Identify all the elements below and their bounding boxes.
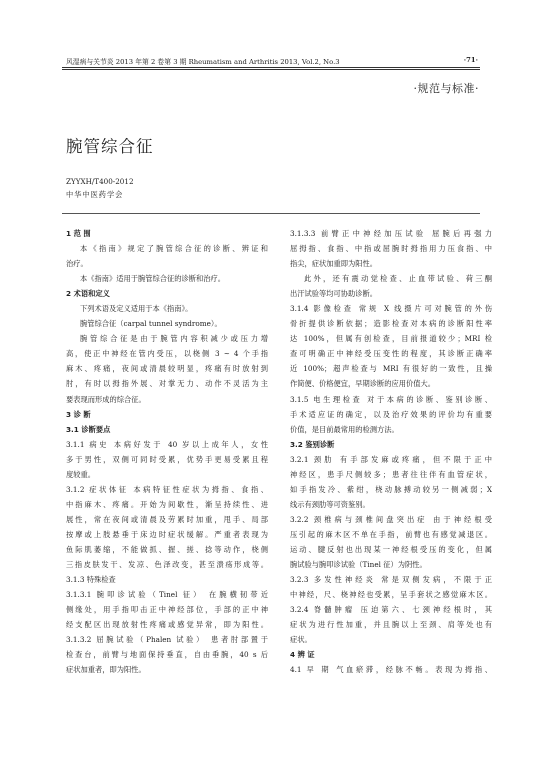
text-line: 如手指发冷、紫绀，桡动脉搏动较另一侧减弱；X bbox=[290, 484, 492, 494]
text-line: 症状加重者，即为阳性。 bbox=[66, 665, 146, 675]
text-line: 3.1.3 特殊检查 bbox=[66, 575, 116, 585]
text-line: 出汗试验等均可协助诊断。 bbox=[290, 289, 378, 299]
text-line: 骨折提供诊断依据；造影检查对本病的诊断阳性率 bbox=[290, 319, 492, 329]
text-line: 症状。 bbox=[290, 635, 312, 645]
text-line: 肘，有时以拇指外展、对掌无力、动作不灵活为主 bbox=[66, 379, 268, 389]
body-divider bbox=[62, 213, 480, 214]
text-line: 度较重。 bbox=[66, 469, 96, 479]
text-line: 检查台，前臂与地面保持垂直，自由垂腕，40 s 后 bbox=[66, 650, 268, 660]
text-line: 三指皮肤发干、发凉、色泽改变，甚至溃疡形成等。 bbox=[66, 560, 268, 570]
text-line: 症状为进行性加重，并且腕以上至颈、肩等处也有 bbox=[290, 620, 492, 630]
section-heading: 1 范 围 bbox=[66, 229, 91, 238]
text-line: 查可明确正中神经受压变性的程度，其诊断正确率 bbox=[290, 349, 492, 359]
text-line: 麻木、疼痛，夜间或清晨较明显，疼痛有时放射到 bbox=[66, 364, 268, 374]
text-line: 治疗。 bbox=[66, 259, 88, 269]
section-heading: 2 术语和定义 bbox=[66, 289, 110, 299]
text-line: 多于男性，双侧可同时受累，优势手更易受累且程 bbox=[66, 454, 268, 464]
text-line: 线示有颈肋等可资鉴别。 bbox=[290, 499, 370, 509]
journal-citation: 风湿病与关节炎 2013 年第 2 卷第 3 期 Rheumatism and Arthritis 2013, Vol.2, No.3 bbox=[66, 58, 340, 66]
text-line: 展性，常在夜间或清晨及劳累时加重，甩手、局部 bbox=[66, 514, 268, 524]
text-line: 3.1.2 症状体征 本病特征性症状为拇指、食指、 bbox=[66, 484, 268, 494]
section-heading: 3.1 诊断要点 bbox=[66, 424, 111, 434]
text-line: 此外，还有震动觉检查、止血带试验、荷三酮 bbox=[304, 274, 492, 284]
text-line: 价值，是目前最常用的检测方法。 bbox=[290, 424, 399, 434]
text-line: 3.1.3.2 屈腕试验（Phalen 试验） 患者肘部置于 bbox=[66, 635, 268, 645]
text-line: 本《指南》规定了腕管综合征的诊断、辨证和 bbox=[80, 244, 268, 254]
text-line: 运动、腱反射也出现某一神经根受压的变化，但属 bbox=[290, 544, 492, 554]
right-text-column bbox=[290, 226, 492, 677]
section-heading: 3 诊 断 bbox=[66, 409, 91, 419]
text-line: 3.1.4 影像检查 常规 X 线摄片可对腕管的外伤 bbox=[290, 304, 492, 314]
text-line: 经支配区出现放射性疼痛或感觉异常，即为阳性。 bbox=[66, 620, 268, 630]
text-line: 压引起的麻木区不单在手指，前臂也有感觉减退区。 bbox=[290, 529, 492, 539]
running-header bbox=[66, 56, 478, 66]
text-line: 侧缘处，用手指叩击正中神经部位，手部的正中神 bbox=[66, 605, 268, 615]
left-text-column bbox=[66, 226, 268, 677]
text-line: 鱼际肌萎缩，不能做抓、握、搓、捻等动作，桡侧 bbox=[66, 544, 268, 554]
header-rule bbox=[62, 67, 480, 70]
text-line: 3.2.3 多发性神经炎 常是双侧发病，不限于正 bbox=[290, 575, 492, 585]
text-line: 3.1.5 电生理检查 对于本病的诊断、鉴别诊断、 bbox=[290, 394, 492, 404]
text-line: 3.1.3.1 腕叩诊试验（Tinel 征） 在腕横韧带近 bbox=[66, 590, 268, 600]
issuing-organization: 中华中医药学会 bbox=[66, 190, 124, 199]
text-line: 下列术语及定义适用于本《指南》。 bbox=[80, 304, 193, 314]
text-line: 3.1.1 病史 本病好发于 40 岁以上成年人，女性 bbox=[66, 439, 268, 449]
article-title: 腕管综合征 bbox=[66, 137, 154, 156]
text-line: 3.1.3.3 前臂正中神经加压试验 屈腕后再强力 bbox=[290, 229, 492, 238]
text-line: 作简便、价格便宜，早期诊断的应用价值大。 bbox=[290, 379, 436, 389]
text-line: 中神经，尺、桡神经也受累，呈手套状之感觉麻木区。 bbox=[290, 590, 492, 600]
standard-code: ZYYXH/T400-2012 bbox=[66, 177, 134, 186]
text-line: 高，使正中神经在管内受压，以桡侧 3 ~ 4 个手指 bbox=[66, 349, 268, 359]
text-line: 4.1 早 期 气血瘀滞，经脉不畅。表现为拇指、 bbox=[290, 665, 492, 675]
text-line: 腕试验与腕叩诊试验（Tinel 征）为阴性。 bbox=[290, 560, 427, 570]
section-heading: 3.2 鉴别诊断 bbox=[290, 439, 335, 449]
text-line: 本《指南》适用于腕管综合征的诊断和治疗。 bbox=[80, 274, 226, 284]
text-line: 近 100%；超声检查与 MRI 有很好的一致性，且操 bbox=[290, 364, 492, 374]
text-line: 手术适应证的确定，以及治疗效果的评价均有重要 bbox=[290, 409, 492, 419]
text-line: 腕管综合征是由于腕管内容积减少或压力增 bbox=[80, 334, 268, 344]
text-line: 达 100%，但属有创检查，目前报道较少；MRI 检 bbox=[290, 334, 492, 344]
text-line: 指尖，症状加重即为阳性。 bbox=[290, 259, 378, 269]
text-line: 屈拇指、食指、中指或屈腕时拇指用力压食指、中 bbox=[290, 244, 492, 254]
text-line: 3.2.1 颈肋 有手部发麻或疼痛，但不限于正中 bbox=[290, 454, 492, 464]
section-heading: 4 辨 证 bbox=[290, 650, 315, 660]
text-line: 神经区，患手尺侧较多；患者往往伴有血管症状， bbox=[290, 469, 492, 479]
text-line: 要表现而形成的综合征。 bbox=[66, 394, 146, 404]
text-line: 按摩或上肢悬垂于床边时症状缓解。严重者表现为 bbox=[66, 529, 268, 539]
text-line: 中指麻木、疼痛。开始为间歇性，渐呈持续性、进 bbox=[66, 499, 268, 509]
text-line: 3.2.2 颈椎病与颈椎间盘突出症 由于神经根受 bbox=[290, 514, 492, 524]
text-line: 腕管综合征（carpal tunnel syndrome）。 bbox=[80, 319, 222, 329]
page-number: ·71· bbox=[463, 56, 478, 64]
section-tag: ·规范与标准· bbox=[413, 82, 479, 95]
text-line: 3.2.4 脊髓肿瘤 压迫第六、七颈神经根时，其 bbox=[290, 605, 492, 615]
